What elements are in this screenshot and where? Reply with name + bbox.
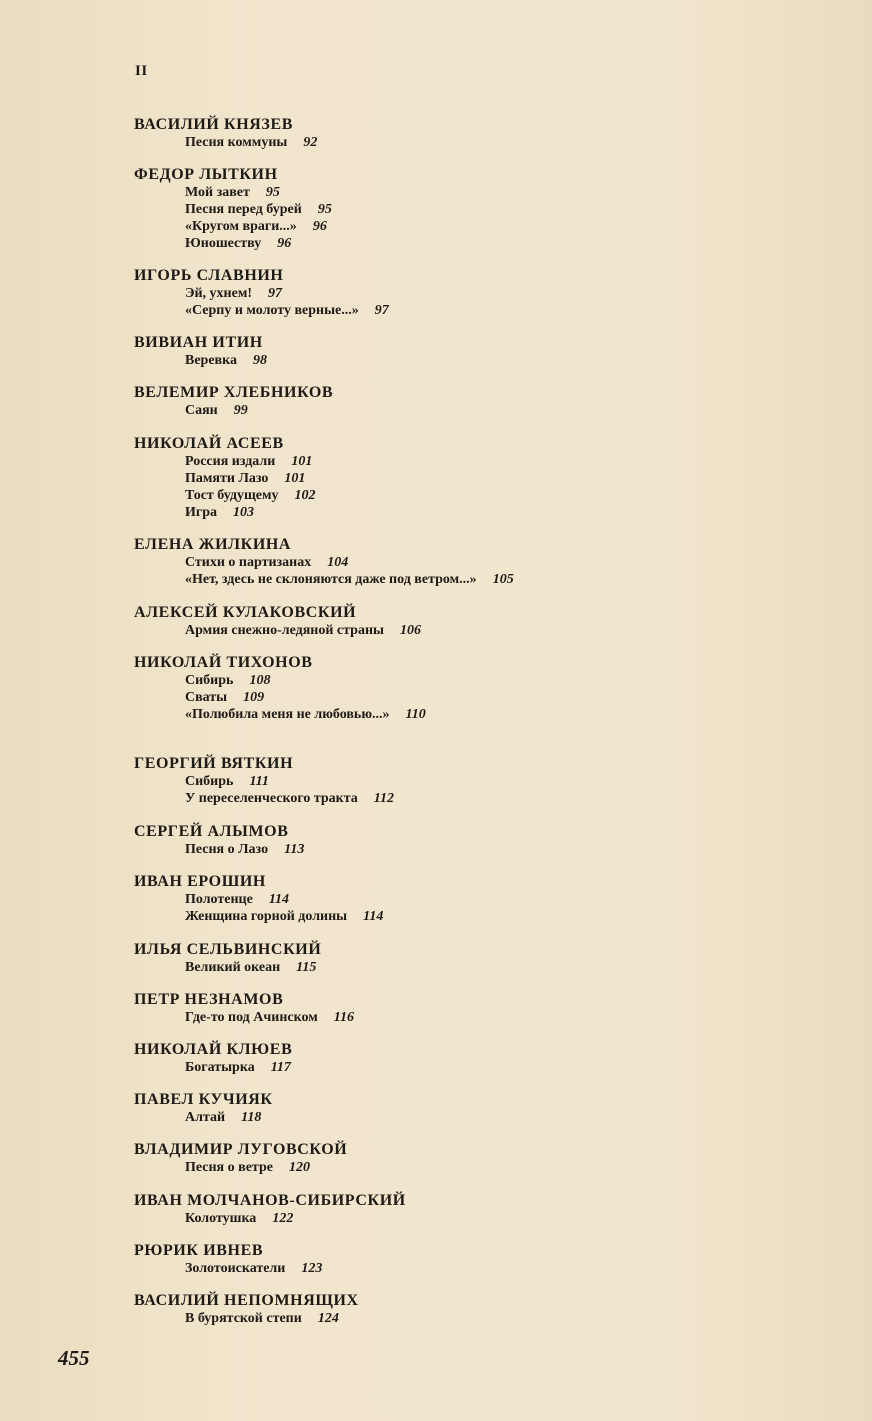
work-page-number: 98: [252, 353, 267, 368]
work-page-number: 97: [374, 303, 389, 318]
work-title: Где-то под Ачинском: [185, 1010, 318, 1025]
work-line: [134, 1159, 347, 1176]
section-mark: II: [135, 63, 148, 79]
work-title: У переселенческого тракта: [185, 791, 358, 806]
work-title: Саян: [185, 403, 218, 418]
page-number: 455: [58, 1346, 90, 1370]
work-page-number: 105: [492, 572, 514, 587]
work-title: Песня перед бурей: [185, 202, 302, 217]
work-line: [134, 134, 317, 151]
work-page-number: 96: [312, 219, 327, 234]
work-line: [134, 571, 514, 588]
work-title: «Нет, здесь не склоняются даже под ветром...»: [185, 572, 477, 587]
work-title: Полотенце: [185, 892, 253, 907]
author-name: ВЛАДИМИР ЛУГОВСКОЙ: [134, 1141, 348, 1158]
work-title: Сибирь: [185, 774, 234, 789]
work-line: [134, 908, 383, 925]
toc-entry: [134, 116, 317, 151]
work-page-number: 106: [399, 623, 421, 638]
author-name: ВАСИЛИЙ КНЯЗЕВ: [134, 116, 294, 133]
work-page-number: 104: [327, 555, 349, 570]
work-line: [134, 184, 332, 201]
work-page-number: 113: [284, 842, 305, 857]
work-page-number: 97: [268, 286, 283, 301]
work-page-number: 102: [294, 488, 316, 503]
work-line: [134, 1059, 292, 1076]
work-line: [134, 1109, 273, 1126]
work-page-number: 108: [249, 673, 271, 688]
work-page-number: 114: [363, 909, 384, 924]
work-page-number: 99: [233, 403, 248, 418]
work-line: [134, 402, 333, 419]
work-line: [134, 504, 316, 521]
work-page-number: 92: [303, 135, 318, 150]
toc-entry: [134, 334, 267, 369]
work-page-number: 112: [373, 791, 395, 806]
work-line: [134, 352, 267, 369]
author-name: НИКОЛАЙ АСЕЕВ: [134, 435, 284, 452]
work-title: Песня о ветре: [185, 1160, 273, 1175]
work-line: [134, 959, 321, 976]
work-title: Песня о Лазо: [185, 842, 269, 857]
toc-entry: [134, 873, 383, 925]
author-name: НИКОЛАЙ ТИХОНОВ: [134, 654, 313, 671]
work-page-number: 116: [333, 1010, 354, 1025]
work-title: Женщина горной долины: [185, 909, 348, 924]
work-page-number: 111: [249, 774, 269, 789]
author-name: ВЕЛЕМИР ХЛЕБНИКОВ: [134, 384, 334, 401]
work-title: Игра: [185, 505, 218, 520]
author-name: ИВАН ЕРОШИН: [134, 873, 266, 890]
author-name: ВИВИАН ИТИН: [134, 334, 263, 351]
author-name: НИКОЛАЙ КЛЮЕВ: [134, 1041, 293, 1058]
work-title: Россия издали: [185, 454, 276, 469]
work-title: Армия снежно-ледяной страны: [185, 623, 384, 638]
work-title: Сваты: [185, 690, 228, 705]
work-title: Мой завет: [185, 185, 250, 200]
work-line: [134, 470, 316, 487]
work-title: Песня коммуны: [185, 135, 288, 150]
work-page-number: 101: [284, 471, 306, 486]
work-page-number: 115: [296, 960, 317, 975]
author-name: ИЛЬЯ СЕЛЬВИНСКИЙ: [134, 941, 322, 958]
author-name: ИГОРЬ СЛАВНИН: [134, 267, 284, 284]
work-line: [134, 1310, 359, 1327]
work-line: [134, 218, 332, 235]
author-name: АЛЕКСЕЙ КУЛАКОВСКИЙ: [134, 604, 357, 621]
work-page-number: 101: [291, 454, 313, 469]
work-title: Богатырка: [185, 1060, 255, 1075]
work-title: Тост будущему: [185, 488, 279, 503]
work-page-number: 110: [405, 707, 426, 722]
work-line: [134, 841, 304, 858]
work-page-number: 118: [241, 1110, 262, 1125]
work-page-number: 109: [243, 690, 265, 705]
author-name: ПЕТР НЕЗНАМОВ: [134, 991, 284, 1008]
work-line: [134, 235, 332, 252]
work-line: [134, 622, 421, 639]
work-page-number: 114: [268, 892, 290, 907]
toc-entry: [134, 991, 354, 1026]
work-page-number: 117: [270, 1060, 291, 1075]
work-line: [134, 285, 389, 302]
work-line: [134, 453, 316, 470]
work-page-number: 123: [301, 1261, 323, 1276]
work-line: [134, 1210, 406, 1227]
work-title: В бурятской степи: [185, 1311, 302, 1326]
work-title: Сибирь: [185, 673, 234, 688]
work-line: [134, 487, 316, 504]
work-title: «Кругом враги...»: [185, 219, 297, 234]
author-name: ИВАН МОЛЧАНОВ-СИБИРСКИЙ: [134, 1192, 406, 1209]
work-title: «Полюбила меня не любовью...»: [185, 707, 390, 722]
toc-entry: [134, 1242, 322, 1277]
work-page-number: 103: [233, 505, 255, 520]
work-title: Памяти Лазо: [185, 471, 269, 486]
work-line: [134, 302, 389, 319]
work-line: [134, 201, 332, 218]
work-page-number: 120: [288, 1160, 310, 1175]
work-page-number: 96: [277, 236, 292, 251]
toc-entry: [134, 1141, 347, 1176]
work-title: Юношеству: [185, 236, 262, 251]
author-name: ПАВЕЛ КУЧИЯК: [134, 1091, 273, 1108]
work-line: [134, 689, 426, 706]
toc-entry: [134, 166, 332, 252]
work-line: [134, 1260, 322, 1277]
toc-entry: [134, 1192, 406, 1227]
toc-entry: [134, 604, 421, 639]
work-line: [134, 891, 383, 908]
toc-entry: [134, 435, 316, 521]
toc-entry: [134, 755, 394, 807]
toc-entry: [134, 1041, 292, 1076]
work-page-number: 122: [272, 1211, 294, 1226]
work-title: Веревка: [185, 353, 237, 368]
work-line: [134, 672, 426, 689]
author-name: ЕЛЕНА ЖИЛКИНА: [134, 536, 292, 553]
author-name: ГЕОРГИЙ ВЯТКИН: [134, 755, 294, 772]
work-page-number: 124: [317, 1311, 339, 1326]
work-title: Алтай: [185, 1110, 226, 1125]
work-title: Колотушка: [185, 1211, 257, 1226]
author-name: ФЕДОР ЛЫТКИН: [134, 166, 278, 183]
author-name: ВАСИЛИЙ НЕПОМНЯЩИХ: [134, 1292, 359, 1309]
toc-entry: [134, 1292, 359, 1327]
toc-entry: [134, 941, 321, 976]
work-page-number: 95: [265, 185, 280, 200]
author-name: РЮРИК ИВНЕВ: [134, 1242, 264, 1259]
author-name: СЕРГЕЙ АЛЫМОВ: [134, 823, 289, 840]
toc-entry: [134, 384, 333, 419]
work-line: [134, 706, 426, 723]
work-line: [134, 773, 394, 790]
work-title: «Серпу и молоту верные...»: [185, 303, 359, 318]
toc-entry: [134, 267, 389, 319]
work-title: Стихи о партизанах: [185, 555, 312, 570]
toc-entry: [134, 536, 514, 588]
work-page-number: 95: [317, 202, 332, 217]
toc-entry: [134, 823, 304, 858]
work-line: [134, 554, 514, 571]
work-line: [134, 790, 394, 807]
work-title: Эй, ухнем!: [185, 286, 253, 301]
toc-entry: [134, 654, 426, 723]
toc-entry: [134, 1091, 273, 1126]
work-title: Великий океан: [185, 960, 281, 975]
work-title: Золотоискатели: [185, 1261, 286, 1276]
work-line: [134, 1009, 354, 1026]
